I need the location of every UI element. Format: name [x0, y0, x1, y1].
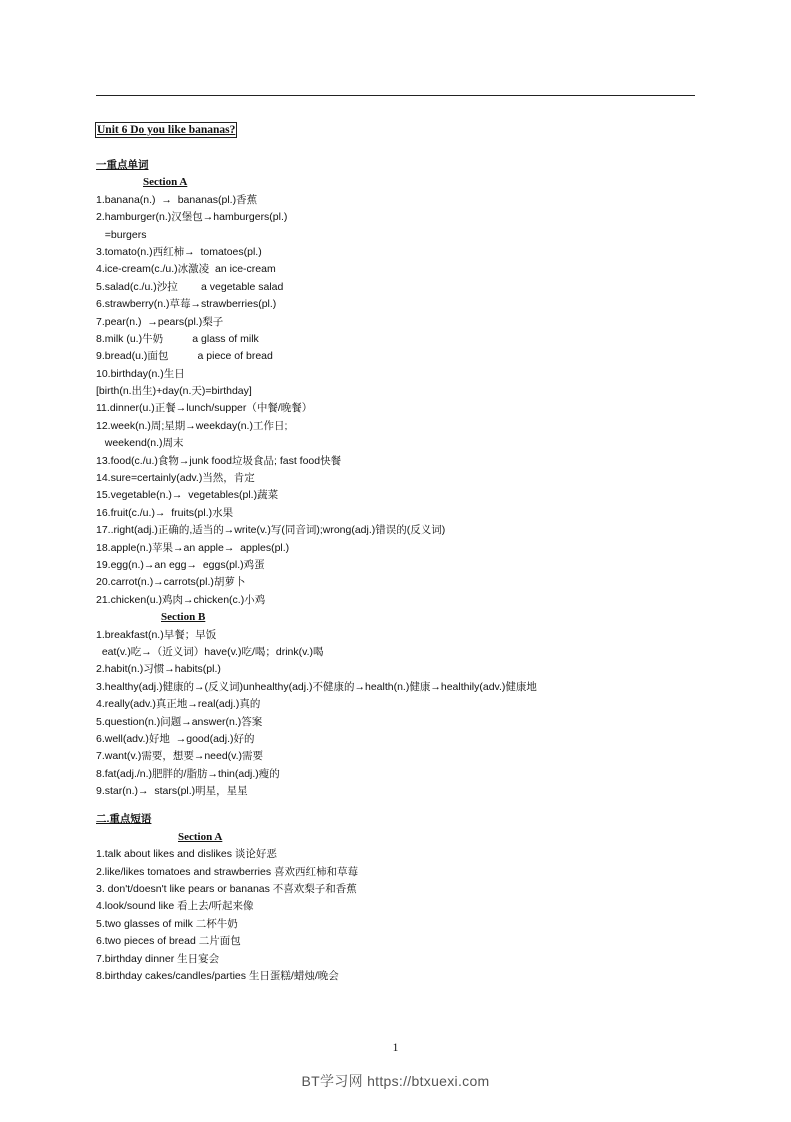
list-item: 4.really(adv.)真正地→real(adj.)真的	[96, 698, 261, 711]
list-item: 8.fat(adj./n.)肥胖的/脂肪→thin(adj.)瘦的	[96, 767, 280, 780]
list-item: 21.chicken(u.)鸡肉→chicken(c.)小鸡	[96, 593, 266, 606]
list-item: 10.birthday(n.)生日	[96, 367, 185, 380]
list-item: 4.look/sound like 看上去/听起来像	[96, 900, 254, 913]
list-item: 16.fruit(c./u.)→ fruits(pl.)水果	[96, 506, 234, 519]
section-a-label: Section A	[143, 176, 188, 189]
list-item: 2.habit(n.)习惯→habits(pl.)	[96, 663, 221, 676]
list-item: weekend(n.)周末	[96, 437, 184, 450]
site-footer: BT学习网 https://btxuexi.com	[301, 1073, 490, 1089]
list-item: 6.well(adv.)好地 →good(adj.)好的	[96, 732, 255, 745]
list-item: 15.vegetable(n.)→ vegetables(pl.)蔬菜	[96, 489, 279, 502]
list-item: 5.two glasses of milk 二杯牛奶	[96, 917, 238, 930]
list-item: 8.milk (u.)牛奶 a glass of milk	[96, 332, 259, 345]
list-item: 3.healthy(adj.)健康的→(反义词)unhealthy(adj.)不健康的→health(n.)健康→healthily(adv.)健康地	[96, 680, 537, 693]
list-item: 3.tomato(n.)西红柿→ tomatoes(pl.)	[96, 245, 262, 258]
content	[96, 157, 716, 985]
list-item: 6.two pieces of bread 二片面包	[96, 935, 241, 948]
section-b-label: Section B	[161, 611, 206, 624]
list-item: 5.salad(c./u.)沙拉 a vegetable salad	[96, 280, 284, 293]
list-item: 9.bread(u.)面包 a piece of bread	[96, 350, 273, 363]
list-item: 17..right(adj.)正确的,适当的→write(v.)写(同音词);wrong(adj.)错误的(反义词)	[96, 524, 446, 537]
list-item: 2.hamburger(n.)汉堡包→hamburgers(pl.)	[96, 211, 288, 224]
list-item: 6.strawberry(n.)草莓→strawberries(pl.)	[96, 298, 277, 311]
list-item: 7.birthday dinner 生日宴会	[96, 952, 220, 965]
list-item: 7.pear(n.) →pears(pl.)梨子	[96, 315, 224, 328]
heading-key-phrases: 二.重点短语	[96, 813, 152, 826]
list-item: 5.question(n.)问题→answer(n.)答案	[96, 715, 263, 728]
section-b-word-list	[96, 627, 716, 801]
list-item: 11.dinner(u.)正餐→lunch/supper（中餐/晚餐）	[96, 402, 313, 415]
list-item: 8.birthday cakes/candles/parties 生日蛋糕/蜡烛/晚会	[96, 969, 339, 982]
section-a-word-list	[96, 192, 716, 609]
list-item: =burgers	[96, 228, 147, 241]
phrases-section-a-label: Section A	[178, 830, 223, 843]
list-item: [birth(n.出生)+day(n.天)=birthday]	[96, 385, 252, 398]
unit-title: Unit 6 Do you like bananas?	[97, 124, 236, 136]
list-item: 4.ice-cream(c./u.)冰激凌 an ice-cream	[96, 263, 276, 276]
list-item: 1.breakfast(n.)早餐；早饭	[96, 628, 217, 641]
list-item: 12.week(n.)周;星期→weekday(n.)工作日;	[96, 419, 288, 432]
list-item: 2.like/likes tomatoes and strawberries 喜欢西红柿和草莓	[96, 865, 358, 878]
list-item: 18.apple(n.)苹果→an apple→ apples(pl.)	[96, 541, 290, 554]
list-item: 1.talk about likes and dislikes 谈论好恶	[96, 848, 277, 861]
list-item: 9.star(n.)→ stars(pl.)明星，星星	[96, 785, 248, 798]
phrases-list	[96, 846, 716, 985]
list-item: 1.banana(n.) → bananas(pl.)香蕉	[96, 193, 258, 206]
list-item: 7.want(v.)需要，想要→need(v.)需要	[96, 750, 264, 763]
list-item: 13.food(c./u.)食物→junk food垃圾食品; fast food快餐	[96, 454, 342, 467]
header-rule	[96, 95, 695, 96]
page-number: 1	[392, 1042, 399, 1054]
list-item: eat(v.)吃→（近义词）have(v.)吃/喝；drink(v.)喝	[96, 645, 324, 658]
list-item: 3. don't/doesn't like pears or bananas 不喜欢梨子和香蕉	[96, 883, 357, 896]
list-item: 20.carrot(n.)→carrots(pl.)胡萝卜	[96, 576, 246, 589]
heading-key-words: 一重点单词	[96, 159, 149, 171]
list-item: 19.egg(n.)→an egg→ eggs(pl.)鸡蛋	[96, 558, 265, 571]
list-item: 14.sure=certainly(adv.)当然，肯定	[96, 472, 255, 485]
